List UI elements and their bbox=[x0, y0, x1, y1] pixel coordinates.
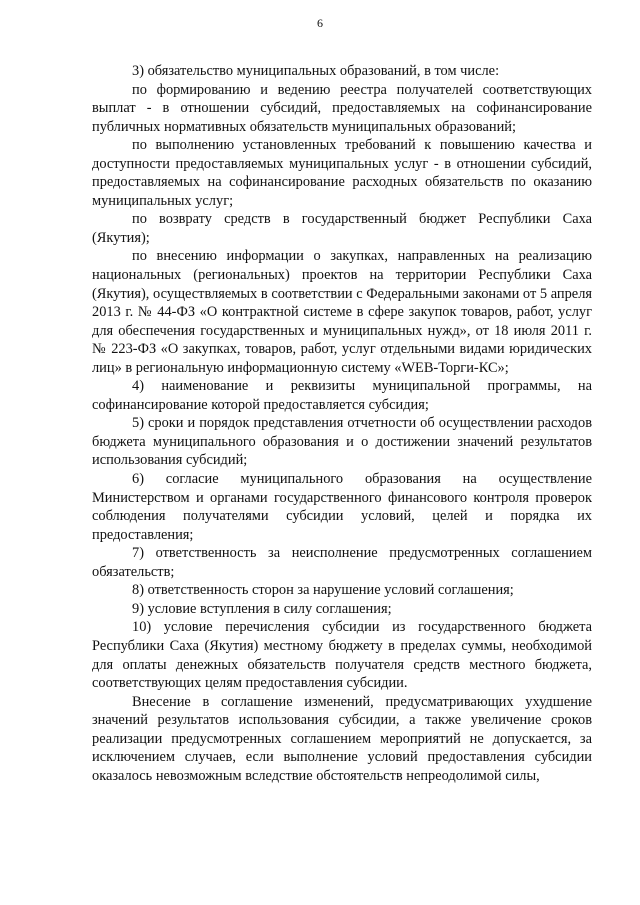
paragraph-item-9: 9) условие вступления в силу соглашения; bbox=[132, 600, 392, 617]
paragraph-refund-obligation: по возврату средств в государственный бюджет Республики Саха (Якутия); bbox=[92, 211, 592, 246]
paragraph-procurement-info-obligation: по внесению информации о закупках, направленных на реализацию национальных (региональных) проектов на территории Республики Саха (Якутия), осуществляемых в соответствии с Федеральными законами от 5 апреля 2013 г. № 44-ФЗ «О контрактной системе в сфере закупок товаров, работ, услуг для обеспечения государственных и муниципальных нужд», от 18 июля 2011 г. № 223-ФЗ «О закупках, товаров, работ, услуг отдельными видами юридических лиц» в региональную информационную систему «WEB-Торги-КС»; bbox=[92, 248, 592, 376]
paragraph-item-6: 6) согласие муниципального образования на осуществление Министерством и органами государственного финансового контроля проверок соблюдения получателями субсидии условий, целей и порядка их предоставления; bbox=[92, 471, 592, 543]
page-number: 6 bbox=[317, 16, 323, 30]
paragraph-item-8: 8) ответственность сторон за нарушение условий соглашения; bbox=[132, 582, 514, 599]
paragraph-item-4: 4) наименование и реквизиты муниципальной программы, на софинансирование которой предоставляется субсидия; bbox=[92, 378, 592, 413]
paragraph-amendments: Внесение в соглашение изменений, предусматривающих ухудшение значений результатов использования субсидии, а также увеличение сроков реализации предусмотренных соглашением мероприятий не допускается, за исключением случаев, если выполнение условий предоставления субсидии оказалось невозможным вследствие обстоятельств непреодолимой силы, bbox=[92, 693, 592, 784]
paragraph-registry-obligation: по формированию и ведению реестра получателей соответствующих выплат - в отношении субсидий, предоставляемых на софинансирование публичных нормативных обязательств муниципальных образований; bbox=[92, 81, 592, 135]
document-body bbox=[92, 62, 592, 785]
paragraph-service-quality-obligation: по выполнению установленных требований к повышению качества и доступности предоставляемых муниципальных услуг - в отношении субсидий, предоставляемых на софинансирование расходных обязательств по оказанию муниципальных услуг; bbox=[92, 137, 592, 209]
paragraph-item-10: 10) условие перечисления субсидии из государственного бюджета Республики Саха (Якутия) местному бюджету в пределах суммы, необходимой для оплаты денежных обязательств получателя средств местного бюджета, соответствующих целям предоставления субсидии. bbox=[92, 619, 592, 692]
paragraph-item-5: 5) сроки и порядок представления отчетности об осуществлении расходов бюджета муниципального образования и о достижении значений результатов использования субсидий; bbox=[92, 415, 592, 469]
paragraph-obligations-intro: 3) обязательство муниципальных образований, в том числе: bbox=[132, 63, 500, 79]
paragraph-item-7: 7) ответственность за неисполнение предусмотренных соглашением обязательств; bbox=[92, 545, 592, 580]
